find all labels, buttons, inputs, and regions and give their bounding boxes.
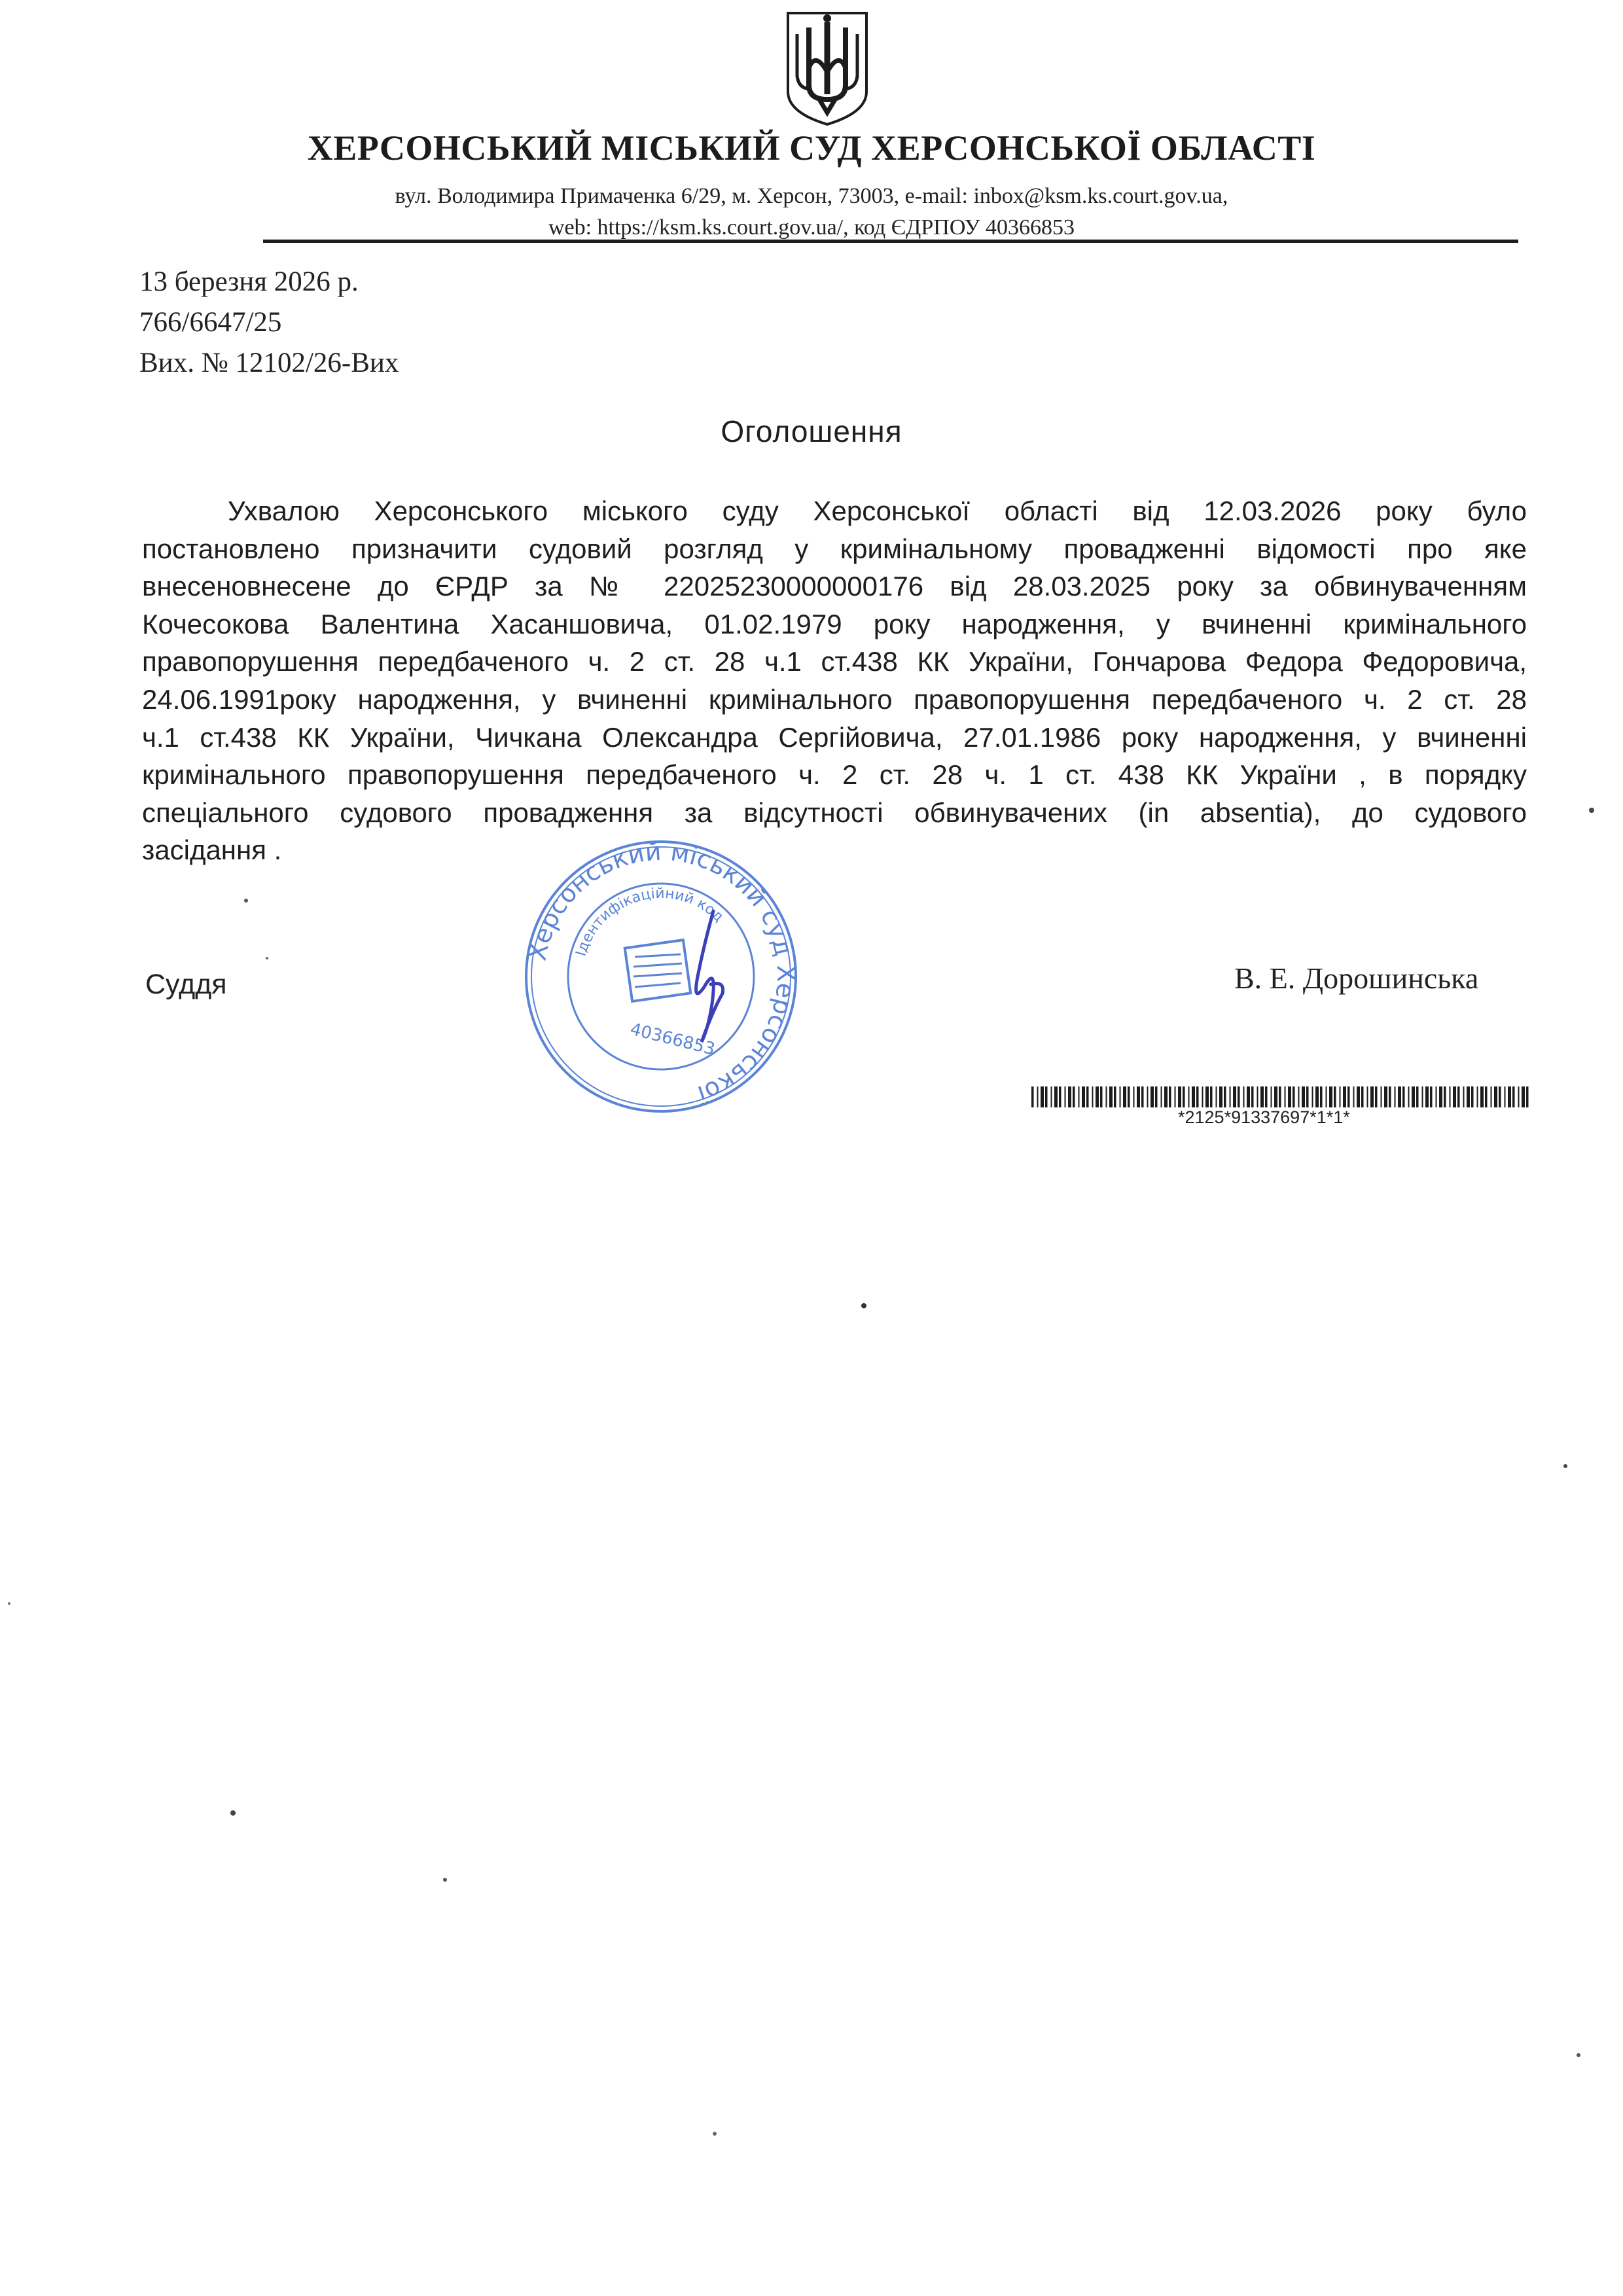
barcode-bar [1436, 1086, 1437, 1107]
barcode-bar [1306, 1086, 1309, 1107]
barcode-bar [1508, 1086, 1511, 1107]
body-line: 24.06.1991року народження, у вчиненні кримінального правопорушення передбаченого ч. 2 ст. 28 [142, 683, 1527, 715]
barcode-bar [1526, 1086, 1529, 1107]
barcode-bar [1353, 1086, 1355, 1107]
barcode-bar [1416, 1086, 1419, 1107]
court-name: ХЕРСОНСЬКИЙ МІСЬКИЙ СУД ХЕРСОНСЬКОЇ ОБЛАСТІ [307, 128, 1316, 168]
barcode-bar [1073, 1086, 1075, 1107]
barcode-bar [1178, 1086, 1181, 1107]
barcode-bar [1450, 1086, 1451, 1107]
barcode-bar [1247, 1086, 1250, 1107]
barcode-bar [1320, 1086, 1323, 1107]
body-line: внесеновнесене до ЄРДР за № 22025230000000176 від 28.03.2025 року за обвинуваченням [142, 571, 1527, 602]
barcode-bar [1293, 1086, 1295, 1107]
barcode-bar [1216, 1086, 1217, 1107]
barcode-bar [1092, 1086, 1094, 1107]
document-meta [139, 262, 399, 384]
barcode-bar [1494, 1086, 1497, 1107]
barcode-bar [1367, 1086, 1368, 1107]
barcode-bar [1274, 1086, 1277, 1107]
barcode-bar [1425, 1086, 1429, 1107]
barcode-bar [1480, 1086, 1484, 1107]
seal-code: 40366853 [628, 1019, 717, 1060]
barcode-bar [1463, 1086, 1465, 1107]
coat-of-arms-icon [783, 8, 872, 128]
barcode-bar [1133, 1086, 1135, 1107]
barcode-bar [1326, 1086, 1327, 1107]
announcement-body [142, 492, 1527, 869]
barcode-bar [1257, 1086, 1258, 1107]
outgoing-number: Вих. № 12102/26-Вих [139, 348, 399, 378]
barcode-bar [1128, 1086, 1130, 1107]
barcode-bar [1086, 1086, 1089, 1107]
barcode-bar [1141, 1086, 1144, 1107]
barcode-bar [1059, 1086, 1061, 1107]
barcode-bar [1051, 1086, 1052, 1107]
barcode-bar [1467, 1086, 1470, 1107]
body-line: правопорушення передбаченого ч. 2 ст. 28 ч.1 ст.438 КК України, Гончарова Федора Федоровича, [142, 646, 1527, 677]
barcode-bar [1430, 1086, 1433, 1107]
barcode-bar [1491, 1086, 1492, 1107]
body-line: Ухвалою Херсонського міського суду Херсонської області від 12.03.2026 року було [228, 495, 1527, 526]
barcode-bar [1137, 1086, 1140, 1107]
barcode-bar [1395, 1086, 1396, 1107]
barcode-bar [1183, 1086, 1185, 1107]
barcode-bar [1518, 1086, 1520, 1107]
barcode-bar [1161, 1086, 1162, 1107]
barcode-bar [1315, 1086, 1319, 1107]
barcode-bar [1192, 1086, 1195, 1107]
barcode-bar [1512, 1086, 1515, 1107]
signature-role: Суддя [145, 969, 227, 1000]
body-line: постановлено призначити судовий розгляд у кримінальному провадженні відомості про яке [142, 533, 1527, 564]
seal-outer-text: Херсонський міський суд Херсонської [522, 836, 801, 1109]
body-line: кримінального правопорушення передбаченого ч. 2 ст. 28 ч. 1 ст. 438 КК України , в порядку [142, 759, 1527, 791]
barcode-bar [1285, 1086, 1286, 1107]
document-title: Оголошення [721, 414, 902, 448]
document-date: 13 березня 2026 р. [139, 266, 359, 297]
barcode-bar [1265, 1086, 1268, 1107]
barcode-bar [1251, 1086, 1254, 1107]
barcode-bar [1471, 1086, 1474, 1107]
barcode-bar [1041, 1086, 1044, 1107]
barcode-bar [1196, 1086, 1199, 1107]
barcode-bar [1100, 1086, 1103, 1107]
barcode-bar [1389, 1086, 1391, 1107]
barcode-bar [1114, 1086, 1116, 1107]
barcode-bar [1120, 1086, 1121, 1107]
header-rule [263, 240, 1518, 243]
body-line: спеціального судового провадження за відсутності обвинувачених (in absentia), до судового [142, 797, 1527, 828]
barcode-bar [1082, 1086, 1085, 1107]
barcode-bar [1219, 1086, 1222, 1107]
barcode-bar [1340, 1086, 1341, 1107]
signature-name: В. Е. Дорошинська [1234, 961, 1479, 995]
barcode-bar [1288, 1086, 1291, 1107]
barcode-bar [1357, 1086, 1360, 1107]
barcode-bar [1312, 1086, 1313, 1107]
barcode-bar [1068, 1086, 1071, 1107]
court-seal [517, 833, 805, 1121]
barcode-bar [1444, 1086, 1446, 1107]
barcode-bar [1079, 1086, 1080, 1107]
barcode-bar [1230, 1086, 1231, 1107]
barcode-bar [1361, 1086, 1364, 1107]
barcode-bar [1202, 1086, 1204, 1107]
barcode-bar [1499, 1086, 1501, 1107]
barcode-text: *2125*91337697*1*1* [1178, 1107, 1350, 1127]
signature-scribble-icon [696, 911, 723, 1042]
seal-inner-text: Ідентифікаційний код [573, 885, 727, 958]
barcode-bar [1175, 1086, 1176, 1107]
barcode-bar [1370, 1086, 1374, 1107]
barcode-bar [1150, 1086, 1154, 1107]
barcode-bar [1096, 1086, 1099, 1107]
barcode-bar [1147, 1086, 1149, 1107]
court-address [0, 181, 1623, 243]
barcode-bar [1347, 1086, 1350, 1107]
barcode-bar [1522, 1086, 1525, 1107]
body-line: Кочесокова Валентина Хасаншовича, 01.02.1979 року народження, у вчиненні кримінального [142, 608, 1527, 639]
barcode-bar [1233, 1086, 1236, 1107]
court-address-line-1: вул. Володимира Примаченка 6/29, м. Херсон, 73003, e-mail: inbox@ksm.ks.court.gov.ua, [395, 184, 1228, 208]
barcode-bar [1164, 1086, 1168, 1107]
barcode-bar [1453, 1086, 1456, 1107]
barcode-bar [1210, 1086, 1213, 1107]
court-address-line-2: web: https://ksm.ks.court.gov.ua/, код ЄДРПОУ 40366853 [548, 215, 1075, 240]
barcode-bar [1123, 1086, 1126, 1107]
barcode-bar [1329, 1086, 1332, 1107]
barcode-bar [1402, 1086, 1405, 1107]
barcode-bar [1279, 1086, 1281, 1107]
seal-emblem-icon [625, 940, 691, 1001]
barcode-bar [1260, 1086, 1264, 1107]
barcode-bar [1439, 1086, 1442, 1107]
barcode-bar [1398, 1086, 1401, 1107]
barcode-bar [1298, 1086, 1300, 1107]
barcode-bar [1238, 1086, 1240, 1107]
barcode-bar [1408, 1086, 1410, 1107]
body-line: засідання . [142, 834, 282, 866]
body-line: ч.1 ст.438 КК України, Чичкана Олександра Сергійовича, 27.01.1986 року народження, у вчиненні [142, 721, 1527, 753]
barcode-bar [1243, 1086, 1245, 1107]
barcode-bar [1343, 1086, 1346, 1107]
barcode-bar [1054, 1086, 1058, 1107]
barcode-bar [1302, 1086, 1305, 1107]
barcode-bar [1375, 1086, 1378, 1107]
barcode-icon [1031, 1086, 1531, 1107]
barcode-bar [1169, 1086, 1171, 1107]
barcode-bar [1045, 1086, 1048, 1107]
barcode-bar [1065, 1086, 1066, 1107]
barcode-bar [1188, 1086, 1190, 1107]
barcode-bar [1205, 1086, 1209, 1107]
barcode-bar [1422, 1086, 1423, 1107]
barcode-bar [1271, 1086, 1272, 1107]
barcode-bar [1334, 1086, 1336, 1107]
barcode-bar [1384, 1086, 1387, 1107]
barcode-bar [1031, 1086, 1034, 1107]
barcode-bar [1109, 1086, 1113, 1107]
barcode-bar [1457, 1086, 1460, 1107]
barcode-bar [1505, 1086, 1506, 1107]
barcode-bar [1155, 1086, 1158, 1107]
barcode-bar [1477, 1086, 1478, 1107]
barcode-bar [1381, 1086, 1382, 1107]
case-number: 766/6647/25 [139, 307, 282, 338]
barcode-bar [1037, 1086, 1039, 1107]
barcode-bar [1224, 1086, 1226, 1107]
barcode-bar [1485, 1086, 1488, 1107]
barcode-bar [1412, 1086, 1415, 1107]
barcode-bar [1106, 1086, 1107, 1107]
